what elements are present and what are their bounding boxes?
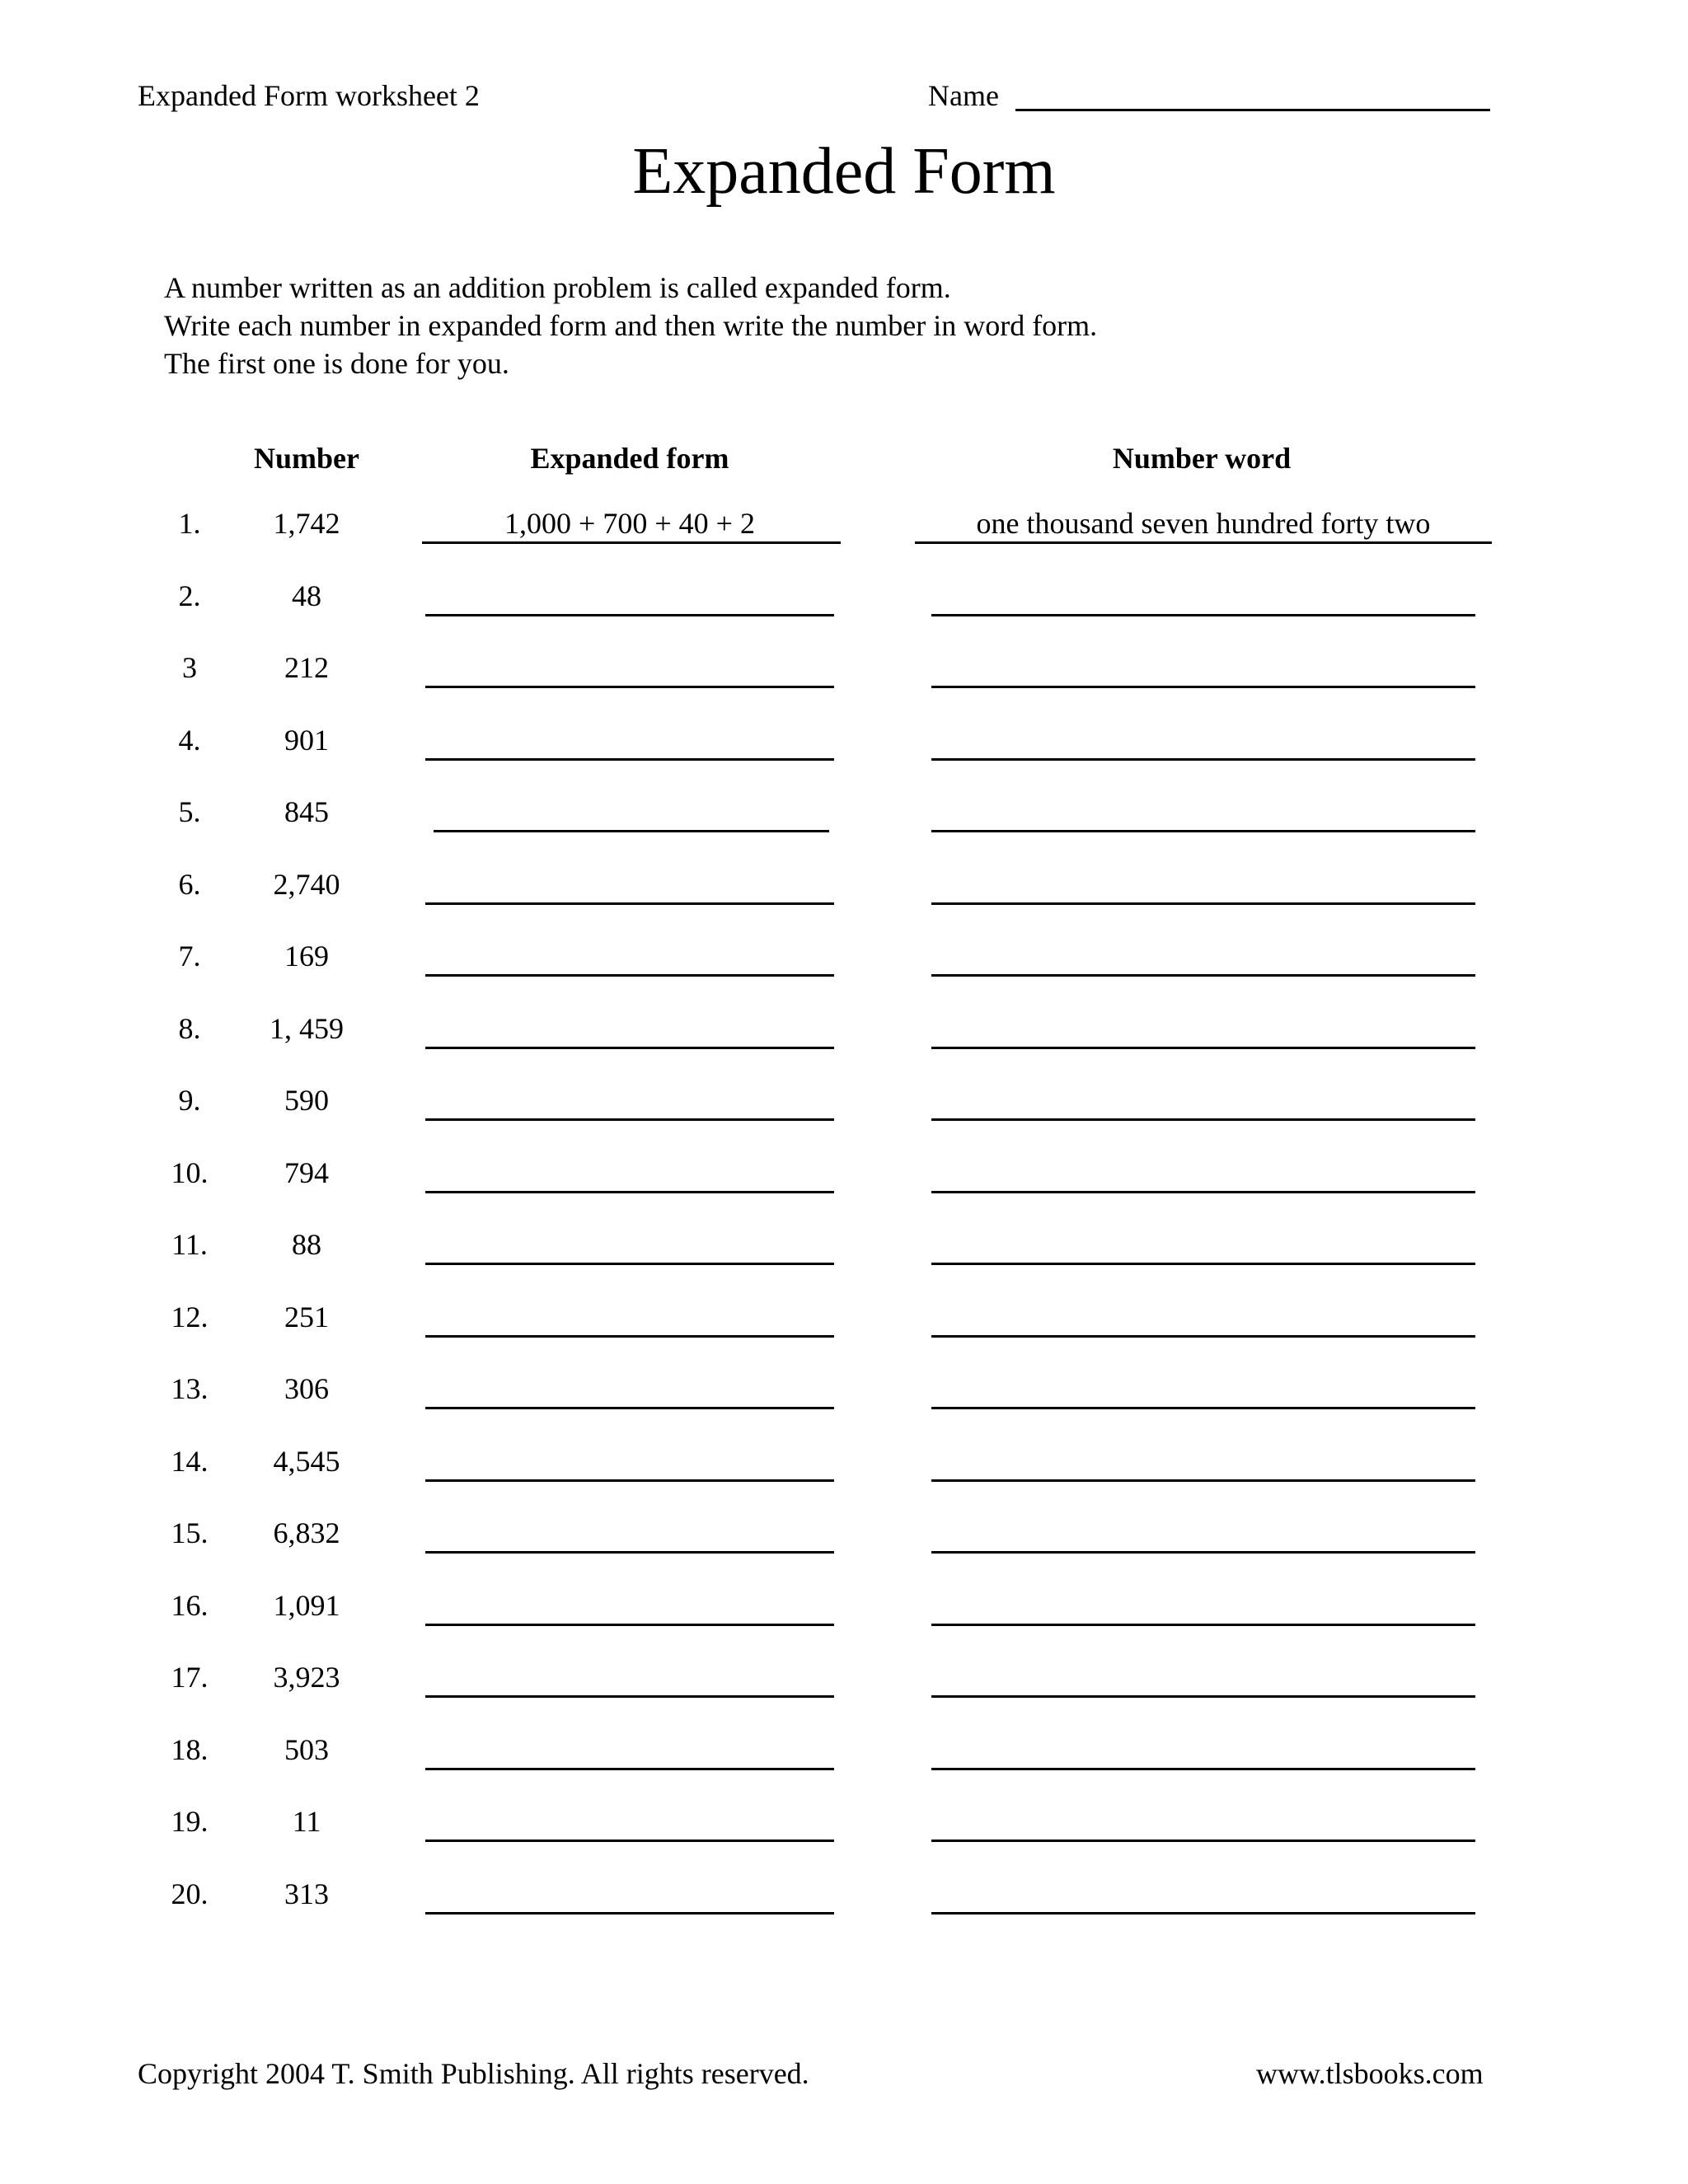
row-number: 1,091 bbox=[273, 1588, 340, 1622]
table-row bbox=[0, 1224, 1688, 1265]
column-header-number: Number bbox=[254, 442, 359, 475]
column-header-expanded-form: Expanded form bbox=[530, 442, 729, 475]
row-index: 17. bbox=[171, 1661, 209, 1694]
expanded-form-line bbox=[425, 1118, 834, 1121]
number-word-line bbox=[931, 758, 1475, 761]
expanded-form-line bbox=[425, 1047, 834, 1049]
number-word-line bbox=[931, 830, 1475, 832]
row-number: 11 bbox=[292, 1805, 321, 1838]
worksheet-label: Expanded Form worksheet 2 bbox=[138, 79, 480, 112]
table-row bbox=[0, 1296, 1688, 1338]
table-row bbox=[0, 1585, 1688, 1626]
number-word-line bbox=[931, 1118, 1475, 1121]
row-number: 3,923 bbox=[273, 1661, 340, 1694]
row-number: 251 bbox=[284, 1300, 329, 1333]
row-index: 12. bbox=[171, 1300, 209, 1333]
table-row bbox=[0, 791, 1688, 832]
number-word-line bbox=[931, 1335, 1475, 1338]
row-number: 306 bbox=[284, 1372, 329, 1405]
number-word-line bbox=[931, 1840, 1475, 1842]
table-row bbox=[0, 1873, 1688, 1915]
number-word-line bbox=[931, 1479, 1475, 1482]
page-title: Expanded Form bbox=[632, 135, 1056, 208]
row-number: 845 bbox=[284, 795, 329, 828]
number-word-line bbox=[915, 541, 1492, 544]
number-word-line bbox=[931, 1263, 1475, 1265]
row-number: 794 bbox=[284, 1155, 329, 1189]
name-label: Name bbox=[928, 79, 999, 112]
number-word-line bbox=[931, 614, 1475, 616]
table-row bbox=[0, 1801, 1688, 1842]
expanded-form-answer[interactable]: 1,000 + 700 + 40 + 2 bbox=[504, 507, 755, 540]
expanded-form-line bbox=[425, 1335, 834, 1338]
row-index: 1. bbox=[178, 507, 201, 540]
number-word-line bbox=[931, 1768, 1475, 1770]
row-index: 7. bbox=[178, 940, 201, 972]
row-index: 20. bbox=[171, 1877, 209, 1910]
number-word-line bbox=[931, 1551, 1475, 1554]
table-row bbox=[0, 1729, 1688, 1770]
table-row bbox=[0, 1441, 1688, 1482]
table-row bbox=[0, 575, 1688, 616]
row-index: 6. bbox=[178, 867, 201, 901]
instruction-line: The first one is done for you. bbox=[164, 347, 509, 380]
expanded-form-line bbox=[425, 1840, 834, 1842]
row-index: 11. bbox=[171, 1228, 208, 1261]
table-row bbox=[0, 864, 1688, 905]
table-row bbox=[0, 1152, 1688, 1193]
expanded-form-line bbox=[434, 830, 829, 832]
row-number: 590 bbox=[284, 1084, 329, 1117]
expanded-form-line bbox=[422, 541, 841, 544]
row-number: 901 bbox=[284, 723, 329, 757]
expanded-form-line bbox=[425, 686, 834, 688]
expanded-form-line bbox=[425, 1695, 834, 1698]
row-index: 18. bbox=[171, 1732, 209, 1766]
number-word-line bbox=[931, 1912, 1475, 1915]
number-word-line bbox=[931, 1695, 1475, 1698]
table-row bbox=[0, 1080, 1688, 1121]
table-row bbox=[0, 1008, 1688, 1049]
expanded-form-line bbox=[425, 1912, 834, 1915]
table-row bbox=[0, 647, 1688, 688]
row-number: 212 bbox=[284, 651, 329, 684]
expanded-form-line bbox=[425, 1624, 834, 1626]
number-word-answer[interactable]: one thousand seven hundred forty two bbox=[976, 507, 1431, 540]
number-word-line bbox=[931, 1191, 1475, 1193]
row-index: 8. bbox=[178, 1011, 201, 1045]
row-number: 88 bbox=[292, 1228, 321, 1261]
expanded-form-line bbox=[425, 1407, 834, 1409]
row-index: 13. bbox=[171, 1372, 209, 1405]
table-row bbox=[0, 935, 1688, 977]
number-word-line bbox=[931, 1407, 1475, 1409]
instruction-line: Write each number in expanded form and then write the number in word form. bbox=[164, 309, 1098, 342]
row-index: 3 bbox=[182, 651, 197, 684]
expanded-form-line bbox=[425, 614, 834, 616]
row-index: 15. bbox=[171, 1516, 209, 1549]
expanded-form-line bbox=[425, 1768, 834, 1770]
row-index: 10. bbox=[171, 1155, 209, 1189]
number-word-line bbox=[931, 1624, 1475, 1626]
row-number: 48 bbox=[292, 579, 321, 612]
expanded-form-line bbox=[425, 1551, 834, 1554]
row-number: 6,832 bbox=[273, 1516, 340, 1549]
expanded-form-line bbox=[425, 1479, 834, 1482]
column-header-number-word: Number word bbox=[1112, 442, 1292, 475]
row-index: 4. bbox=[178, 723, 201, 757]
number-word-line bbox=[931, 686, 1475, 688]
row-index: 19. bbox=[171, 1805, 209, 1838]
row-number: 1,742 bbox=[273, 507, 340, 540]
copyright-notice: Copyright 2004 T. Smith Publishing. All rights reserved. bbox=[138, 2057, 809, 2090]
expanded-form-line bbox=[425, 974, 834, 977]
table-row bbox=[0, 1368, 1688, 1409]
number-word-line bbox=[931, 1047, 1475, 1049]
number-word-line bbox=[931, 974, 1475, 977]
table-row bbox=[0, 719, 1688, 761]
row-index: 5. bbox=[178, 795, 201, 828]
row-number: 4,545 bbox=[273, 1444, 340, 1478]
row-number: 2,740 bbox=[273, 867, 340, 901]
expanded-form-line bbox=[425, 1263, 834, 1265]
expanded-form-line bbox=[425, 758, 834, 761]
row-number: 503 bbox=[284, 1732, 329, 1766]
expanded-form-line bbox=[425, 902, 834, 905]
row-index: 14. bbox=[171, 1444, 209, 1478]
row-number: 1, 459 bbox=[270, 1011, 344, 1045]
row-index: 16. bbox=[171, 1588, 209, 1622]
number-word-line bbox=[931, 902, 1475, 905]
table-row bbox=[0, 1512, 1688, 1554]
row-number: 169 bbox=[284, 940, 329, 972]
instruction-line: A number written as an addition problem is called expanded form. bbox=[164, 271, 951, 304]
row-index: 9. bbox=[178, 1084, 201, 1117]
expanded-form-line bbox=[425, 1191, 834, 1193]
row-index: 2. bbox=[178, 579, 201, 612]
row-number: 313 bbox=[284, 1877, 329, 1910]
table-row bbox=[0, 1657, 1688, 1698]
website-link[interactable]: www.tlsbooks.com bbox=[1256, 2057, 1484, 2090]
table-row bbox=[0, 503, 1688, 544]
